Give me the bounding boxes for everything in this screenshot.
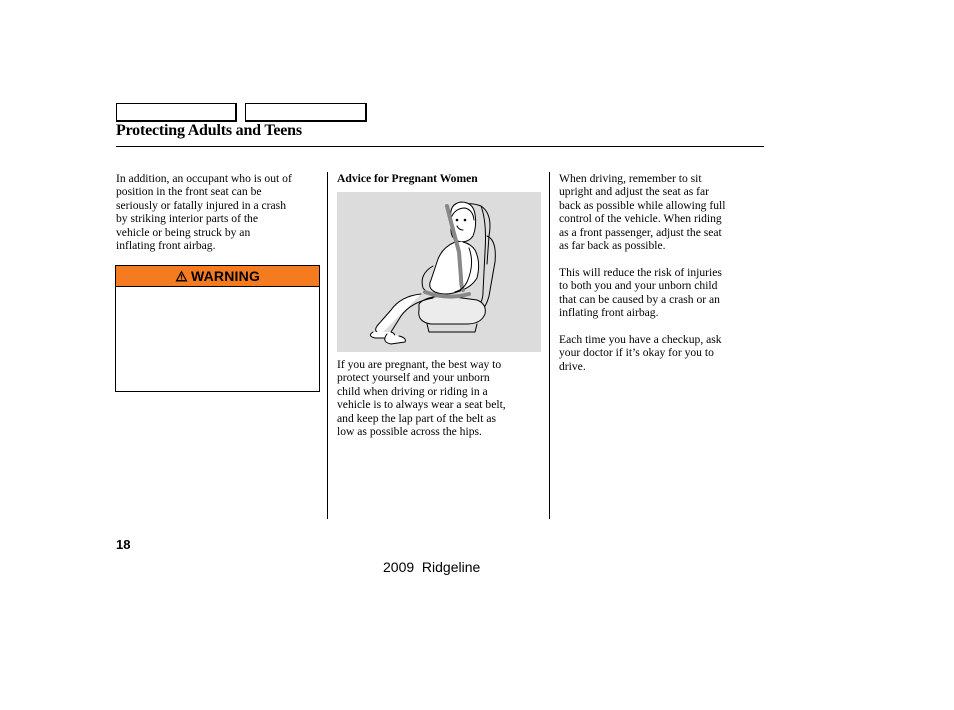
- warning-label: WARNING: [190, 268, 261, 284]
- text-line: back as possible while allowing full: [559, 198, 726, 212]
- text-line: This will reduce the risk of injuries: [559, 265, 722, 279]
- text-line: vehicle is to always wear a seat belt,: [337, 398, 506, 412]
- text-line: low as possible across the hips.: [337, 425, 482, 439]
- text-line: by striking interior parts of the: [116, 212, 258, 226]
- text-line: In addition, an occupant who is out of: [116, 172, 292, 185]
- nav-button-previous[interactable]: [116, 103, 237, 122]
- text-line: control of the vehicle. When riding: [559, 212, 722, 226]
- pregnant-woman-seat-belt-illustration: [337, 192, 541, 352]
- text-line: If you are pregnant, the best way to: [337, 358, 502, 371]
- column-1-text: [116, 172, 292, 252]
- warning-triangle-icon: [175, 270, 188, 282]
- page-title: Protecting Adults and Teens: [116, 122, 302, 139]
- column-divider: [549, 172, 550, 519]
- text-line: drive.: [559, 359, 586, 373]
- text-line: that can be caused by a crash or an: [559, 292, 720, 306]
- text-line: position in the front seat can be: [116, 185, 262, 199]
- text-line: upright and adjust the seat as far: [559, 185, 710, 199]
- column-divider: [327, 172, 328, 519]
- title-divider: [116, 146, 764, 147]
- text-line: to both you and your unborn child: [559, 279, 718, 293]
- text-line: inflating front airbag.: [559, 306, 659, 320]
- footer-model-name: 2009 Ridgeline: [383, 559, 481, 575]
- text-line: child when driving or riding in a: [337, 384, 488, 398]
- text-line: seriously or fatally injured in a crash: [116, 198, 286, 212]
- text-line: protect yourself and your unborn: [337, 371, 490, 385]
- page-number: 18: [116, 537, 131, 552]
- warning-header: [116, 266, 319, 287]
- text-line: your doctor if it’s okay for you to: [559, 346, 714, 360]
- text-line: inflating front airbag.: [116, 239, 216, 253]
- text-line: as a front passenger, adjust the seat: [559, 225, 722, 239]
- nav-button-next[interactable]: [245, 103, 367, 122]
- text-line: as far back as possible.: [559, 239, 666, 253]
- text-line: When driving, remember to sit: [559, 172, 702, 185]
- text-line: vehicle or being struck by an: [116, 225, 251, 239]
- column-3-text: [559, 172, 725, 373]
- text-line: Each time you have a checkup, ask: [559, 332, 722, 346]
- text-line: and keep the lap part of the belt as: [337, 411, 497, 425]
- section-heading: Advice for Pregnant Women: [337, 172, 478, 185]
- column-2-text: [337, 358, 506, 438]
- warning-box: [115, 265, 320, 392]
